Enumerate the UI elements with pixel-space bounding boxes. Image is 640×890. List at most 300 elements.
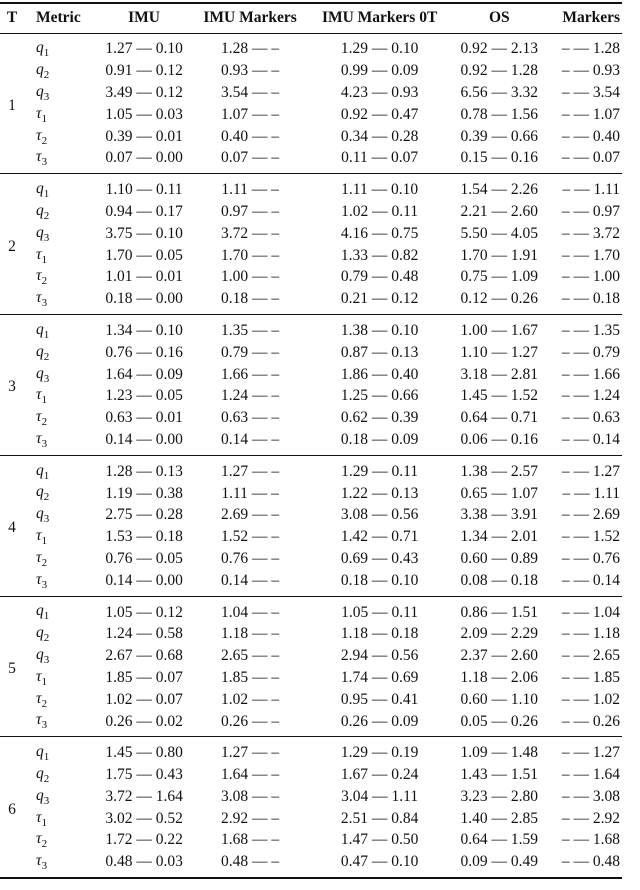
value-cell-markers: – — 1.11	[562, 181, 620, 199]
metric-subscript: 3	[43, 654, 50, 667]
value-cell-os: 0.09 — 0.49	[460, 853, 539, 871]
value-cell-os: 0.78 — 1.56	[460, 105, 539, 123]
value-cell-markers: – — 1.27	[561, 744, 620, 762]
value-cell-imu-markers: 1.11 — –	[221, 181, 279, 199]
value-cell-markers: – — 2.69	[561, 506, 620, 524]
table-row	[0, 711, 622, 737]
value-cell-imu-markers-0t: 3.08 — 0.56	[340, 506, 419, 524]
table-row	[0, 623, 622, 645]
metric-subscript: 1	[43, 47, 50, 60]
value-cell-imu-markers: 1.85 — –	[221, 668, 280, 686]
value-cell-imu-markers-0t: 4.16 — 0.75	[340, 224, 419, 242]
value-cell-markers: – — 0.48	[561, 853, 620, 871]
value-cell-imu-markers-0t: 0.99 — 0.09	[340, 62, 419, 80]
metric-subscript: 3	[41, 437, 48, 450]
value-cell-imu: 3.75 — 0.10	[105, 224, 183, 242]
value-cell-imu-markers-0t: 4.23 — 0.93	[340, 83, 419, 101]
metric-symbol: q	[36, 765, 44, 783]
value-cell-imu-markers-0t: 1.25 — 0.66	[340, 387, 419, 405]
metric-symbol: q	[36, 342, 44, 360]
trial-number: 5	[8, 660, 16, 678]
value-cell-os: 0.60 — 1.10	[460, 690, 539, 708]
value-cell-imu-markers-0t: 0.47 — 0.10	[340, 853, 419, 871]
metric-cell	[24, 455, 96, 482]
value-cell-imu-markers-0t: 1.18 — 0.18	[340, 625, 419, 643]
value-cell-markers: – — 0.97	[561, 202, 620, 220]
value-cell-imu-markers-0t: 1.05 — 0.11	[341, 603, 419, 621]
metric-symbol: τ	[36, 527, 42, 545]
table-row	[0, 786, 622, 808]
value-cell-os: 3.23 — 2.80	[460, 787, 539, 805]
value-cell-imu-markers-0t: 0.92 — 0.47	[340, 105, 419, 123]
value-cell-imu: 1.10 — 0.11	[105, 181, 183, 199]
value-cell-markers: – — 1.68	[561, 831, 620, 849]
value-cell-os: 0.12 — 0.26	[460, 290, 539, 308]
metric-symbol: τ	[36, 148, 42, 166]
table-row	[0, 526, 622, 548]
table-row	[0, 147, 622, 173]
metric-symbol: q	[36, 223, 44, 241]
metric-cell	[24, 126, 96, 148]
value-cell-imu: 1.70 — 0.05	[105, 246, 183, 264]
metric-symbol: q	[36, 624, 44, 642]
value-cell-imu-markers-0t: 2.51 — 0.84	[340, 809, 419, 827]
metric-subscript: 1	[43, 329, 50, 341]
value-cell-imu-markers-0t: 1.86 — 0.40	[340, 365, 419, 383]
metric-subscript: 3	[41, 156, 48, 169]
metric-cell	[24, 60, 96, 82]
table-row	[0, 455, 622, 482]
metric-cell	[24, 711, 96, 737]
table-row	[0, 223, 622, 245]
value-cell-imu-markers-0t: 1.74 — 0.69	[340, 668, 419, 686]
value-cell-imu-markers: 1.00 — –	[221, 268, 280, 286]
value-cell-imu-markers: 1.27 — –	[221, 462, 280, 480]
value-cell-imu-markers: 0.97 — –	[221, 202, 280, 220]
value-cell-os: 1.34 — 2.01	[460, 528, 539, 546]
value-cell-markers: – — 0.07	[561, 149, 620, 167]
metric-cell	[24, 201, 96, 223]
metric-cell	[24, 570, 96, 596]
metric-subscript: 3	[43, 231, 50, 244]
metric-cell	[24, 483, 96, 505]
value-cell-markers: – — 1.64	[561, 766, 620, 784]
table-row	[0, 288, 622, 314]
value-cell-imu-markers: 1.64 — –	[221, 766, 280, 784]
value-cell-imu-markers: 1.68 — –	[221, 831, 280, 849]
value-cell-imu: 1.85 — 0.07	[105, 668, 183, 686]
metric-symbol: q	[36, 82, 44, 100]
value-cell-imu-markers: 1.11 — –	[221, 484, 279, 502]
table-row	[0, 126, 622, 148]
table-row	[0, 548, 622, 570]
trial-group	[0, 33, 622, 174]
value-cell-os: 2.09 — 2.29	[460, 625, 539, 643]
metric-symbol: τ	[36, 808, 42, 826]
column-header-imu-markers-0t: IMU Markers 0T	[321, 9, 438, 27]
metric-subscript: 1	[43, 188, 50, 201]
value-cell-os: 0.08 — 0.18	[460, 571, 539, 589]
table-row	[0, 645, 622, 667]
metric-cell	[24, 808, 96, 830]
trial-number: 6	[8, 800, 16, 818]
table-row	[0, 596, 622, 623]
value-cell-markers: – — 3.08	[561, 787, 620, 805]
value-cell-imu: 0.91 — 0.12	[105, 62, 183, 80]
value-cell-imu-markers: 1.07 — –	[221, 105, 280, 123]
value-cell-imu-markers: 1.18 — –	[221, 625, 280, 643]
value-cell-imu: 0.14 — 0.00	[105, 430, 183, 448]
metric-subscript: 2	[41, 416, 48, 429]
value-cell-os: 0.64 — 1.59	[460, 831, 539, 849]
value-cell-markers: – — 1.00	[561, 268, 620, 286]
table-row	[0, 689, 622, 711]
table-row	[0, 667, 622, 689]
metric-subscript: 3	[41, 860, 48, 873]
value-cell-markers: – — 2.65	[561, 647, 620, 665]
table-row	[0, 33, 622, 60]
trial-group	[0, 315, 622, 456]
value-cell-imu: 3.72 — 1.64	[105, 787, 183, 805]
table-row	[0, 808, 622, 830]
value-cell-markers: – — 1.07	[561, 105, 620, 123]
trial-group	[0, 737, 622, 878]
value-cell-imu-markers-0t: 1.42 — 0.71	[340, 528, 419, 546]
metric-symbol: q	[36, 743, 44, 761]
value-cell-markers: – — 1.02	[561, 690, 620, 708]
metric-cell	[24, 174, 96, 201]
metric-cell	[24, 342, 96, 364]
value-cell-imu-markers: 0.63 — –	[221, 409, 280, 427]
value-cell-imu-markers-0t: 0.21 — 0.12	[340, 290, 419, 308]
metric-symbol: q	[36, 180, 44, 198]
metric-symbol: q	[36, 602, 44, 620]
metric-symbol: q	[36, 461, 44, 479]
metric-cell	[24, 385, 96, 407]
table-row	[0, 174, 622, 201]
table-row	[0, 570, 622, 596]
metric-symbol: τ	[36, 667, 42, 685]
metric-subscript: 2	[43, 350, 50, 363]
metric-subscript: 2	[43, 632, 50, 645]
value-cell-imu-markers-0t: 2.94 — 0.56	[340, 647, 419, 665]
value-cell-os: 0.39 — 0.66	[460, 127, 539, 145]
value-cell-imu-markers: 0.14 — –	[221, 571, 280, 589]
value-cell-imu-markers-0t: 0.26 — 0.09	[340, 712, 419, 730]
value-cell-imu-markers: 0.79 — –	[221, 343, 280, 361]
metric-symbol: q	[36, 786, 44, 804]
metric-cell	[24, 82, 96, 104]
metric-symbol: τ	[36, 852, 42, 870]
value-cell-markers: – — 3.54	[561, 83, 620, 101]
column-header-os: OS	[488, 9, 510, 27]
value-cell-imu: 1.05 — 0.03	[105, 105, 183, 123]
table-row	[0, 364, 622, 386]
value-cell-os: 1.70 — 1.91	[460, 246, 539, 264]
column-header-imu-markers: IMU Markers	[203, 9, 297, 27]
metric-symbol: q	[36, 201, 44, 219]
metric-cell	[24, 266, 96, 288]
table-row	[0, 737, 622, 764]
value-cell-imu: 0.07 — 0.00	[105, 149, 183, 167]
value-cell-markers: – — 1.85	[561, 668, 620, 686]
header-row	[0, 3, 622, 33]
value-cell-imu-markers: 0.48 — –	[221, 853, 280, 871]
value-cell-imu-markers-0t: 0.11 — 0.07	[341, 149, 419, 167]
value-cell-os: 0.65 — 1.07	[460, 484, 539, 502]
metric-cell	[24, 764, 96, 786]
trial-group	[0, 455, 622, 596]
value-cell-imu-markers-0t: 3.04 — 1.11	[341, 787, 419, 805]
column-header-markers: Markers	[562, 9, 620, 27]
table-row	[0, 830, 622, 852]
value-cell-imu-markers: 1.70 — –	[221, 246, 280, 264]
metric-subscript: 1	[41, 253, 48, 266]
metric-cell	[24, 645, 96, 667]
table-row	[0, 342, 622, 364]
value-cell-os: 1.18 — 2.06	[460, 668, 539, 686]
table-row	[0, 266, 622, 288]
metric-cell	[24, 830, 96, 852]
metric-symbol: τ	[36, 408, 42, 426]
metric-symbol: τ	[36, 429, 42, 447]
value-cell-imu: 0.94 — 0.17	[105, 202, 183, 220]
value-cell-imu-markers: 3.54 — –	[221, 83, 280, 101]
value-cell-imu-markers: 2.65 — –	[221, 647, 280, 665]
value-cell-imu-markers: 1.28 — –	[221, 40, 280, 58]
column-header-t: T	[6, 9, 18, 27]
metric-subscript: 1	[41, 394, 48, 407]
metric-subscript: 2	[43, 773, 50, 786]
value-cell-imu-markers: 1.02 — –	[221, 690, 280, 708]
table-row	[0, 82, 622, 104]
metric-cell	[24, 623, 96, 645]
metric-cell	[24, 33, 96, 60]
value-cell-os: 6.56 — 3.32	[460, 83, 539, 101]
value-cell-os: 0.64 — 0.71	[460, 409, 539, 427]
value-cell-imu-markers-0t: 0.62 — 0.39	[340, 409, 419, 427]
trial-group	[0, 596, 622, 737]
value-cell-markers: – — 0.63	[561, 409, 620, 427]
metric-subscript: 3	[41, 719, 48, 732]
table-header	[0, 3, 622, 33]
value-cell-markers: – — 3.72	[561, 224, 620, 242]
metric-subscript: 2	[41, 838, 48, 851]
table-row	[0, 315, 622, 342]
value-cell-os: 5.50 — 4.05	[460, 224, 539, 242]
value-cell-imu: 1.28 — 0.13	[105, 462, 183, 480]
metric-symbol: τ	[36, 104, 42, 122]
metric-symbol: τ	[36, 245, 42, 263]
value-cell-os: 0.15 — 0.16	[460, 149, 539, 167]
value-cell-os: 1.43 — 1.51	[460, 766, 539, 784]
metric-symbol: q	[36, 483, 44, 501]
metric-subscript: 2	[41, 275, 48, 288]
metric-subscript: 2	[43, 69, 50, 82]
value-cell-os: 0.92 — 2.13	[460, 40, 539, 58]
value-cell-os: 1.00 — 1.67	[460, 321, 539, 339]
table-row	[0, 429, 622, 455]
value-cell-imu: 1.53 — 0.18	[105, 528, 183, 546]
metric-subscript: 1	[43, 751, 50, 764]
value-cell-imu: 1.05 — 0.12	[105, 603, 183, 621]
metric-subscript: 1	[41, 535, 48, 548]
value-cell-markers: – — 0.18	[561, 290, 620, 308]
value-cell-imu: 0.18 — 0.00	[105, 290, 183, 308]
results-table	[0, 2, 622, 879]
value-cell-markers: – — 0.40	[561, 127, 620, 145]
metric-subscript: 2	[41, 697, 48, 710]
table-row	[0, 504, 622, 526]
metric-subscript: 3	[43, 513, 50, 526]
value-cell-imu-markers: 0.14 — –	[221, 430, 280, 448]
metric-cell	[24, 315, 96, 342]
metric-cell	[24, 689, 96, 711]
value-cell-markers: – — 1.28	[561, 40, 620, 58]
value-cell-os: 2.37 — 2.60	[460, 647, 539, 665]
value-cell-imu: 1.23 — 0.05	[105, 387, 183, 405]
value-cell-imu-markers-0t: 0.18 — 0.10	[340, 571, 419, 589]
value-cell-imu: 1.24 — 0.58	[105, 625, 183, 643]
value-cell-markers: – — 2.92	[561, 809, 620, 827]
value-cell-imu-markers: 3.72 — –	[221, 224, 280, 242]
value-cell-os: 1.40 — 2.85	[460, 809, 539, 827]
value-cell-imu-markers-0t: 1.29 — 0.10	[340, 40, 419, 58]
value-cell-os: 0.92 — 1.28	[460, 62, 539, 80]
value-cell-markers: – — 0.14	[561, 430, 620, 448]
metric-symbol: τ	[36, 386, 42, 404]
metric-cell	[24, 596, 96, 623]
metric-cell	[24, 851, 96, 878]
table-row	[0, 851, 622, 878]
metric-symbol: q	[36, 646, 44, 664]
value-cell-imu-markers: 3.08 — –	[221, 787, 280, 805]
metric-symbol: q	[36, 61, 44, 79]
metric-symbol: q	[36, 364, 44, 382]
value-cell-markers: – — 0.76	[561, 549, 620, 567]
metric-symbol: τ	[36, 126, 42, 144]
table-row	[0, 483, 622, 505]
value-cell-imu: 1.02 — 0.07	[105, 690, 183, 708]
value-cell-os: 1.54 — 2.26	[460, 181, 539, 199]
value-cell-markers: – — 1.35	[561, 321, 620, 339]
value-cell-imu-markers-0t: 1.29 — 0.11	[341, 462, 419, 480]
value-cell-imu: 0.63 — 0.01	[105, 409, 183, 427]
metric-symbol: τ	[36, 689, 42, 707]
column-header-metric: Metric	[36, 9, 81, 27]
metric-cell	[24, 429, 96, 455]
metric-symbol: q	[36, 39, 44, 57]
value-cell-imu: 1.72 — 0.22	[105, 831, 183, 849]
value-cell-os: 1.45 — 1.52	[460, 387, 539, 405]
value-cell-imu: 0.48 — 0.03	[105, 853, 183, 871]
table-row	[0, 60, 622, 82]
column-header-imu: IMU	[128, 9, 160, 27]
value-cell-imu: 3.02 — 0.52	[105, 809, 183, 827]
value-cell-imu-markers: 1.52 — –	[221, 528, 280, 546]
value-cell-imu: 1.01 — 0.01	[105, 268, 183, 286]
metric-subscript: 3	[41, 297, 48, 310]
metric-cell	[24, 548, 96, 570]
value-cell-os: 0.75 — 1.09	[460, 268, 539, 286]
trial-group	[0, 174, 622, 315]
table-row	[0, 764, 622, 786]
value-cell-imu-markers-0t: 1.29 — 0.19	[340, 744, 419, 762]
value-cell-imu: 1.45 — 0.80	[105, 744, 183, 762]
value-cell-imu-markers: 0.40 — –	[221, 127, 280, 145]
value-cell-imu-markers: 0.18 — –	[221, 290, 280, 308]
value-cell-imu-markers: 0.07 — –	[221, 149, 280, 167]
metric-subscript: 1	[43, 469, 50, 482]
metric-cell	[24, 245, 96, 267]
value-cell-imu-markers: 1.04 — –	[221, 603, 280, 621]
metric-subscript: 1	[41, 675, 48, 688]
metric-subscript: 3	[41, 578, 48, 591]
metric-subscript: 1	[41, 112, 48, 125]
metric-subscript: 2	[43, 491, 50, 504]
metric-subscript: 1	[41, 816, 48, 829]
value-cell-os: 1.09 — 1.48	[460, 744, 539, 762]
value-cell-markers: – — 0.93	[561, 62, 620, 80]
value-cell-imu: 0.76 — 0.05	[105, 549, 183, 567]
value-cell-imu: 3.49 — 0.12	[105, 83, 183, 101]
value-cell-os: 0.05 — 0.26	[460, 712, 539, 730]
trial-number: 2	[8, 237, 16, 255]
value-cell-imu-markers: 2.92 — –	[221, 809, 280, 827]
value-cell-imu: 0.26 — 0.02	[105, 712, 183, 730]
value-cell-os: 1.10 — 1.27	[460, 343, 539, 361]
metric-cell	[24, 504, 96, 526]
metric-cell	[24, 147, 96, 173]
value-cell-os: 2.21 — 2.60	[460, 202, 539, 220]
metric-cell	[24, 104, 96, 126]
metric-cell	[24, 786, 96, 808]
value-cell-markers: – — 1.18	[561, 625, 620, 643]
value-cell-os: 3.18 — 2.81	[460, 365, 539, 383]
metric-subscript: 2	[41, 134, 48, 147]
metric-subscript: 3	[43, 794, 50, 807]
value-cell-os: 3.38 — 3.91	[460, 506, 539, 524]
value-cell-imu-markers-0t: 1.38 — 0.10	[340, 321, 419, 339]
value-cell-imu: 1.27 — 0.10	[105, 40, 183, 58]
value-cell-imu-markers: 1.35 — –	[221, 321, 280, 339]
table-row	[0, 385, 622, 407]
value-cell-imu-markers: 0.26 — –	[221, 712, 280, 730]
value-cell-imu-markers-0t: 1.67 — 0.24	[340, 766, 419, 784]
value-cell-os: 0.86 — 1.51	[460, 603, 539, 621]
table-row	[0, 407, 622, 429]
table-row	[0, 245, 622, 267]
trial-number: 3	[8, 378, 16, 396]
value-cell-markers: – — 0.79	[561, 343, 620, 361]
value-cell-imu-markers: 0.76 — –	[221, 549, 280, 567]
metric-subscript: 2	[41, 556, 48, 569]
value-cell-imu-markers: 1.66 — –	[221, 365, 280, 383]
metric-cell	[24, 364, 96, 386]
value-cell-imu: 1.19 — 0.38	[105, 484, 183, 502]
value-cell-markers: – — 1.24	[561, 387, 620, 405]
metric-cell	[24, 288, 96, 314]
value-cell-imu: 0.76 — 0.16	[105, 343, 183, 361]
value-cell-markers: – — 0.14	[561, 571, 620, 589]
value-cell-markers: – — 1.66	[561, 365, 620, 383]
value-cell-imu-markers: 1.24 — –	[221, 387, 280, 405]
value-cell-markers: – — 1.52	[561, 528, 620, 546]
value-cell-markers: – — 1.27	[561, 462, 620, 480]
value-cell-markers: – — 1.70	[561, 246, 620, 264]
trial-number: 4	[8, 519, 16, 537]
metric-symbol: τ	[36, 830, 42, 848]
